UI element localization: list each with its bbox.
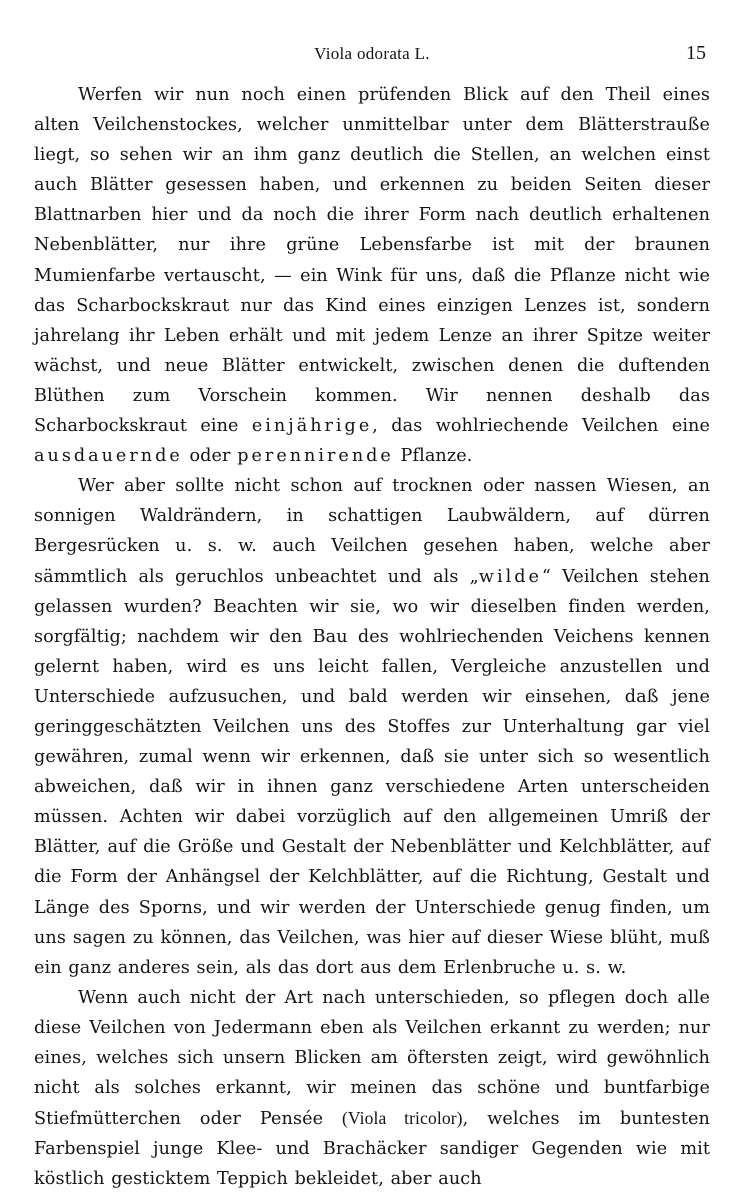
paragraph-text: Pflanze.: [393, 446, 473, 467]
paragraph: [34, 471, 710, 983]
paragraph-text: Wer aber sollte nicht schon auf trocknen oder nassen Wiesen, an sonnigen Waldrändern, in schattigen Laubwäldern, auf dürren Bergesrücken u. s. w. auch Veilchen gesehen haben, welche aber sämmtlich als geruchlos unbeachtet und als „: [34, 476, 710, 587]
page-number: 15: [686, 42, 706, 64]
emphasized-term: wilde: [478, 566, 542, 587]
paragraph: [34, 80, 710, 471]
paragraph-text: , das wohlriechende Veilchen eine: [372, 416, 710, 437]
running-head: [34, 44, 710, 74]
paragraph-text: , welches im buntesten Farbenspiel junge Klee- und Brachäcker sandiger Gegenden wie mit köstlich gesticktem Teppich bekleidet, aber auch: [34, 1109, 710, 1190]
paragraph-text: “ Veilchen stehen gelassen wurden? Beachten wir sie, wo wir dieselben finden werden, sorgfältig; nachdem wir den Bau des wohlriechenden Veichens kennen gelernt haben, wird es uns leicht fallen, Vergleiche anzustellen und Unterschiede aufzusuchen, und bald werden wir einsehen, daß jene geringgeschätzten Veilchen uns des Stoffes zur Unterhaltung gar viel gewähren, zumal wenn wir erkennen, daß sie unter sich so wesentlich abweichen, daß wir in ihnen ganz verschiedene Arten unterscheiden müssen. Achten wir dabei vorzüglich auf den allgemeinen Umriß der Blätter, auf die Größe und Gestalt der Nebenblätter und Kelchblätter, auf die Form der Anhängsel der Kelchblätter, auf die Richtung, Gestalt und Länge des Sporns, und wir werden der Unterschiede genug finden, um uns sagen zu können, das Veilchen, was hier auf dieser Wiese blüht, muß ein ganz anderes sein, als das dort aus dem Erlenbruche u. s. w.: [34, 566, 710, 978]
emphasized-term: einjährige: [251, 416, 373, 437]
paragraph-text: oder: [182, 446, 238, 467]
running-title: Viola odorata L.: [314, 44, 430, 63]
emphasized-term: ausdauernde: [34, 446, 183, 467]
emphasized-term: perennirende: [237, 446, 394, 467]
paragraph: [34, 983, 710, 1195]
paragraph-text: Wenn auch nicht der Art nach unterschieden, so pflegen doch alle diese Veilchen von Jedermann eben als Veilchen erkannt zu werden; nur eines, welches sich unsern Blicken am öftersten zeigt, wird gewöhnlich nicht als solches erkannt, wir meinen das schöne und buntfarbige Stiefmütterchen oder Pensée: [34, 987, 710, 1130]
body-text: [34, 80, 710, 1194]
paragraph-text: Werfen wir nun noch einen prüfenden Blick auf den Theil eines alten Veilchenstockes, welcher unmittelbar unter dem Blätterstrauße liegt, so sehen wir an ihm ganz deutlich die Stellen, an welchen einst auch Blätter gesessen haben, und erkennen zu beiden Seiten dieser Blattnarben hier und da noch die ihrer Form nach deutlich erhaltenen Nebenblätter, nur ihre grüne Lebensfarbe ist mit der braunen Mumienfarbe vertauscht, — ein Wink für uns, daß die Pflanze nicht wie das Scharbockskraut nur das Kind eines einzigen Lenzes ist, sondern jahrelang ihr Leben erhält und mit jedem Lenze an ihrer Spitze weiter wächst, und neue Blätter entwickelt, zwischen denen die duftenden Blüthen zum Vorschein kommen. Wir nennen deshalb das Scharbockskraut eine: [34, 85, 710, 437]
latin-name: (Viola tricolor): [341, 1108, 463, 1129]
